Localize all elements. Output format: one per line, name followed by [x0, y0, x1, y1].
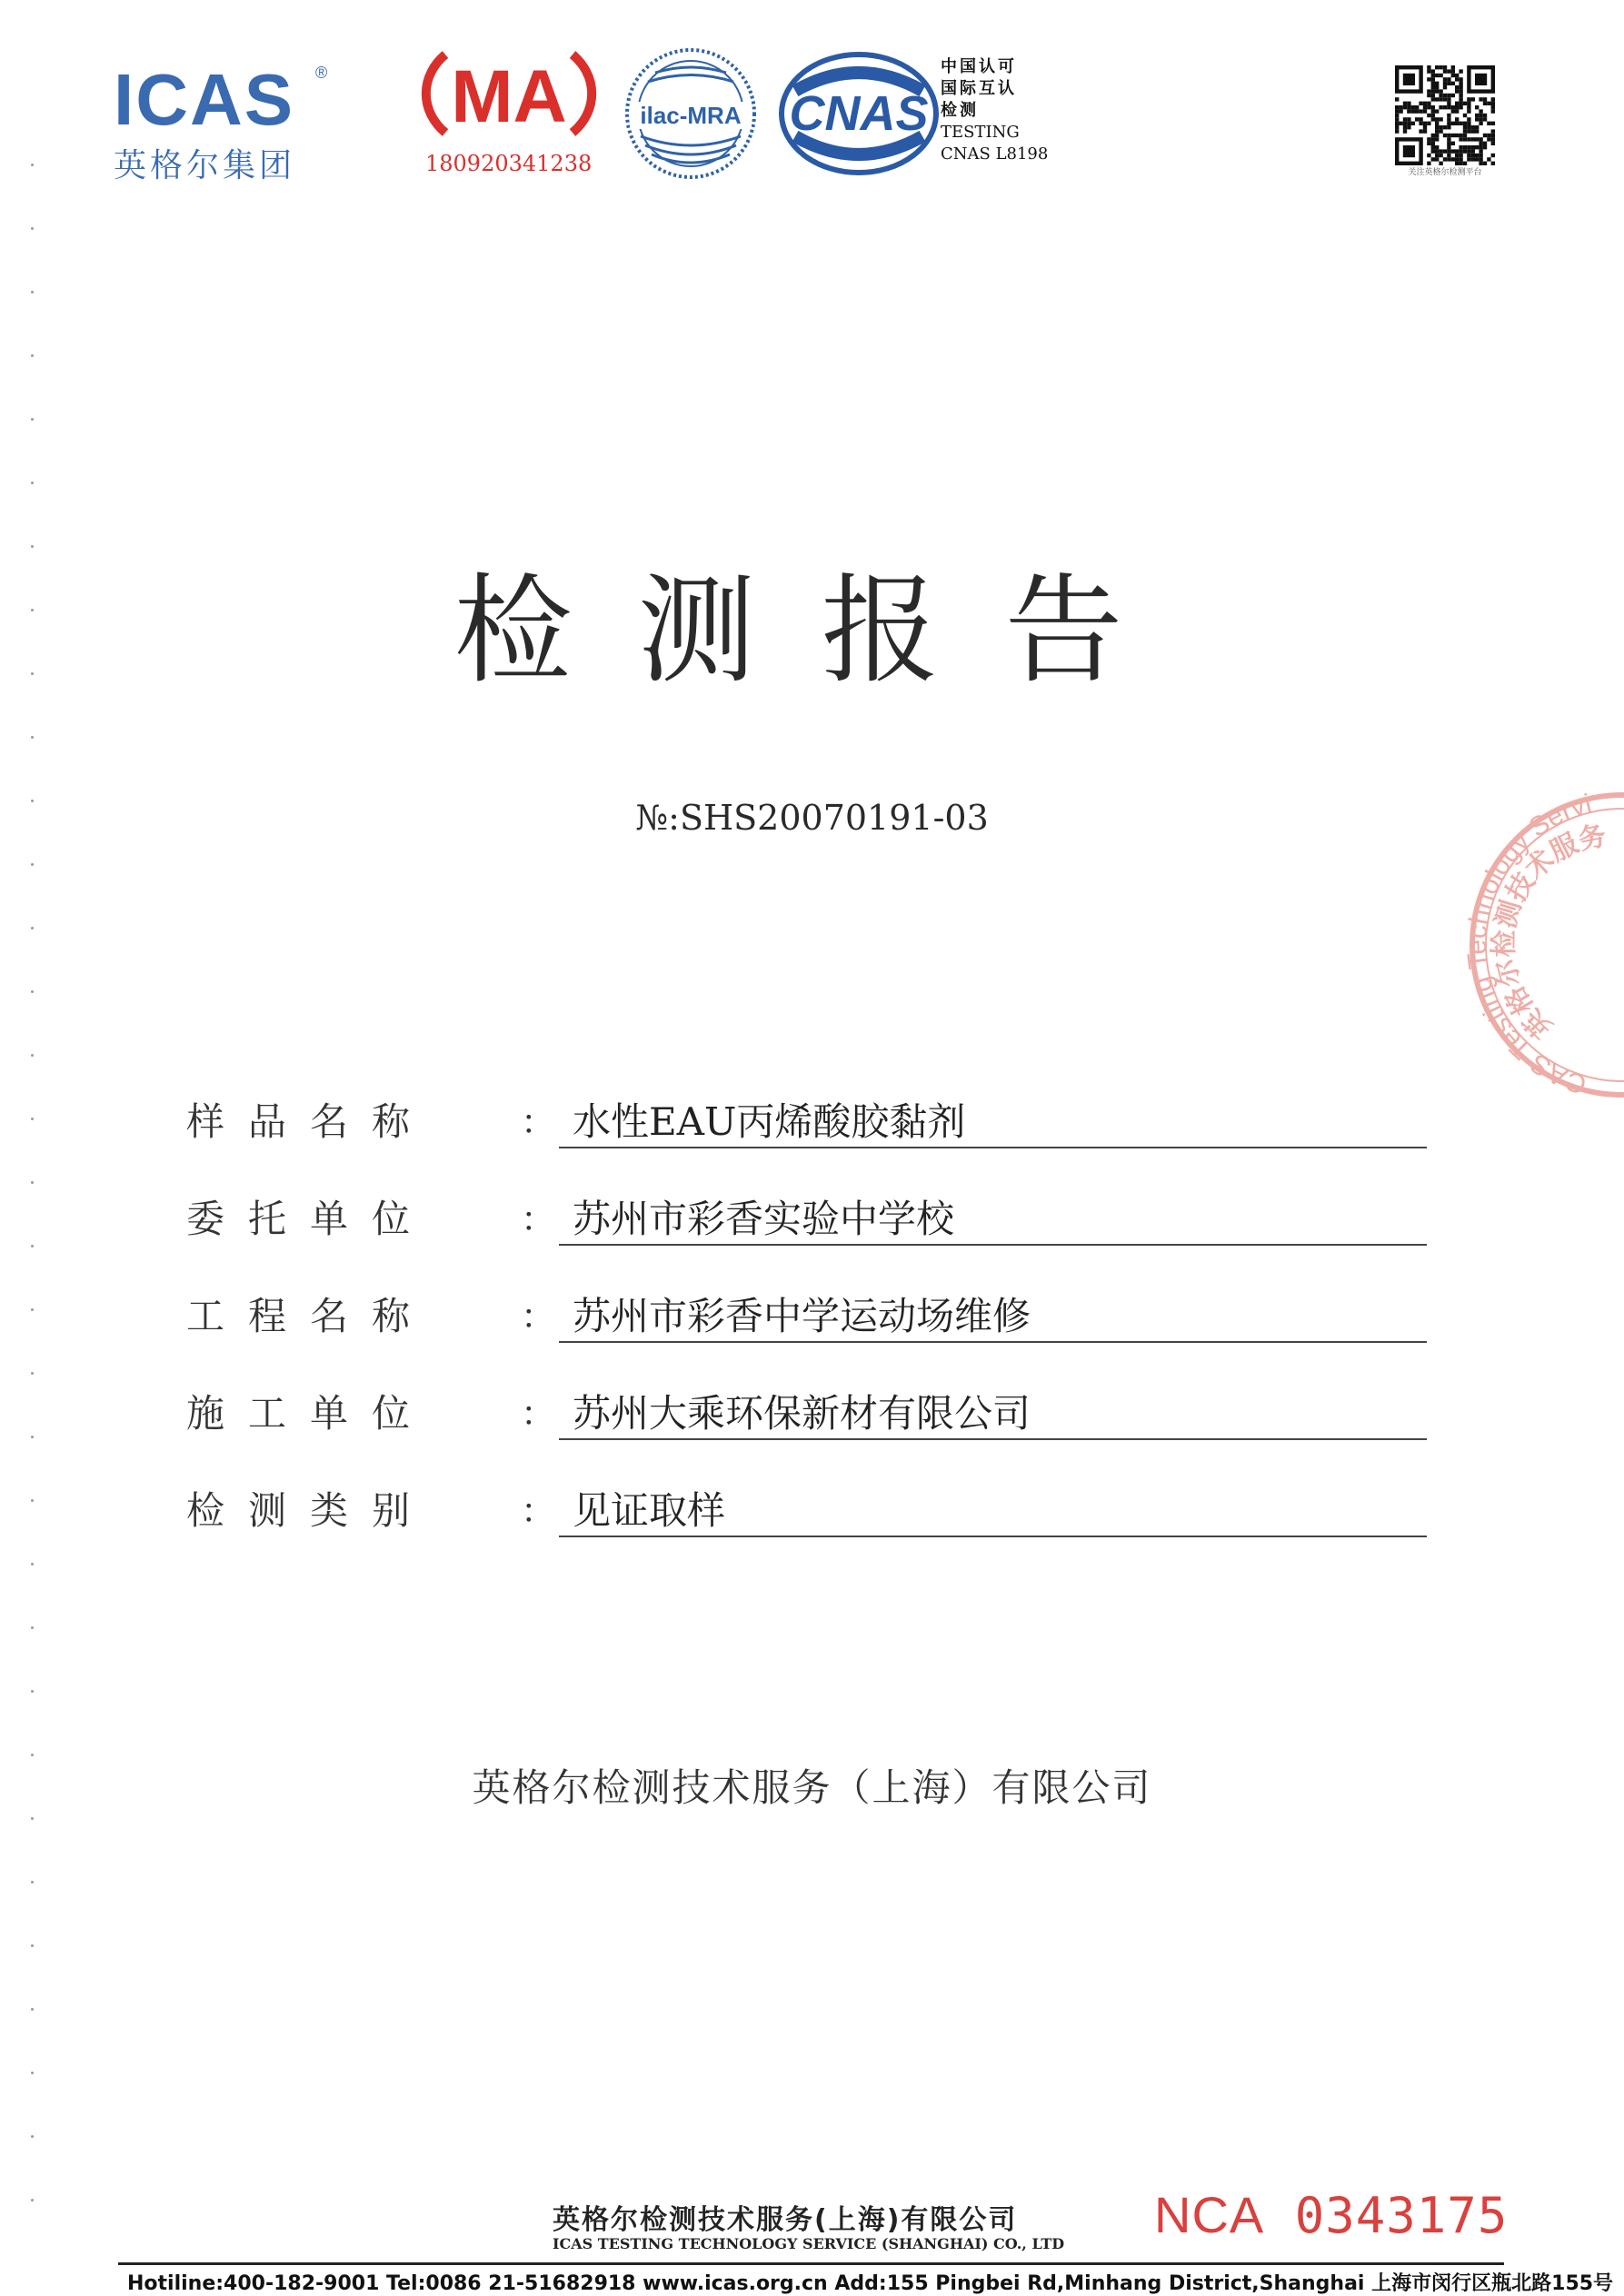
- info-label: 样品名称: [186, 1099, 434, 1144]
- scan-edge-dot: [31, 1754, 34, 1756]
- cnas-en-line1: TESTING: [941, 123, 1020, 142]
- info-row-test-category: [186, 1470, 1427, 1567]
- info-value: 水性EAU丙烯酸胶黏剂: [573, 1099, 966, 1144]
- cnas-emblem-icon: [777, 50, 941, 177]
- scan-edge-dot: [31, 2135, 34, 2138]
- scan-edge-dot: [31, 1308, 34, 1311]
- info-colon: ：: [521, 1491, 556, 1531]
- info-label: 委托单位: [186, 1197, 434, 1241]
- cnas-cn-line3: 检测: [941, 101, 979, 120]
- scan-edge-dot: [31, 736, 34, 739]
- underline: [559, 1438, 1427, 1440]
- qr-code-icon: [1395, 65, 1495, 165]
- cma-emblem-icon: [418, 44, 600, 148]
- ilac-globe-icon: [623, 45, 759, 182]
- scan-edge-dot: [31, 1563, 34, 1565]
- registered-mark: ®: [315, 64, 328, 82]
- info-row-project-name: [186, 1276, 1427, 1373]
- scan-edge-dot: [31, 1626, 34, 1629]
- scan-edge-dot: [31, 418, 34, 421]
- icas-chinese-name: 英格尔集团: [114, 147, 296, 184]
- cnas-cn-line1: 中国认可: [941, 57, 1017, 76]
- scan-edge-dot: [31, 927, 34, 929]
- icas-logo-text: ICAS: [114, 59, 295, 140]
- cma-number: 180920341238: [425, 151, 593, 176]
- info-colon: ：: [521, 1297, 556, 1337]
- svg-text:CAS Testing Technology Servi: [1463, 789, 1594, 1099]
- cnas-logo: [777, 50, 941, 177]
- nca-number: 0343175: [1294, 2187, 1509, 2244]
- nca-prefix: NCA: [1154, 2186, 1265, 2243]
- underline: [559, 1147, 1427, 1148]
- info-value: 苏州市彩香实验中学校: [573, 1197, 955, 1241]
- qr-caption: 关注英格尔检测平台: [1408, 168, 1482, 177]
- info-row-sample-name: [186, 1081, 1427, 1178]
- cnas-en-line2: CNAS L8198: [941, 144, 1049, 164]
- cma-logo-text: MA: [451, 55, 567, 138]
- seal-text-en: CAS Testing Technology Servi: [1463, 789, 1595, 1100]
- scan-edge-dot: [31, 164, 34, 166]
- footer-company-cn: 英格尔检测技术服务(上海)有限公司: [553, 2204, 1018, 2236]
- cnas-accreditation-text: [941, 56, 1077, 165]
- cma-logo: [418, 44, 600, 189]
- footer-company-en: ICAS TESTING TECHNOLOGY SERVICE (SHANGHAI) CO., LTD: [553, 2235, 1065, 2252]
- info-colon: ：: [521, 1199, 556, 1239]
- scan-edge-dot: [31, 1436, 34, 1438]
- info-label: 工程名称: [186, 1294, 434, 1338]
- info-label: 施工单位: [186, 1391, 434, 1436]
- scan-edge-dot: [31, 1372, 34, 1375]
- info-value: 苏州大乘环保新材有限公司: [573, 1391, 1031, 1436]
- scan-edge-dot: [31, 990, 34, 993]
- underline: [559, 1341, 1427, 1343]
- footer-divider: [118, 2262, 1504, 2265]
- scan-edge-dot: [31, 1245, 34, 1247]
- report-title: 检测报告: [453, 562, 1189, 700]
- info-value: 苏州市彩香中学运动场维修: [573, 1294, 1031, 1338]
- info-row-contractor: [186, 1373, 1427, 1470]
- scan-edge-dot: [31, 1690, 34, 1693]
- scan-edge-dot: [31, 291, 34, 293]
- scan-edge-dot: [31, 1817, 34, 1820]
- scan-edge-dot: [31, 2072, 34, 2074]
- scan-edge-dot: [31, 354, 34, 357]
- scan-edge-dot: [31, 2008, 34, 2011]
- scan-edge-dot: [31, 1118, 34, 1120]
- info-value: 见证取样: [573, 1488, 726, 1533]
- info-row-client: [186, 1178, 1427, 1276]
- scan-edge-dot: [31, 1181, 34, 1184]
- scan-edge-dot: [31, 2199, 34, 2202]
- scan-edge-dot: [31, 1054, 34, 1057]
- info-colon: ：: [521, 1394, 556, 1434]
- underline: [559, 1536, 1427, 1537]
- nca-serial-number: [1154, 2185, 1508, 2244]
- icas-logo: [114, 59, 341, 191]
- ilac-text: ilac-MRA: [640, 102, 742, 129]
- scan-edge-dot: [31, 1944, 34, 1947]
- scan-edge-dot: [31, 482, 34, 484]
- underline: [559, 1244, 1427, 1246]
- cnas-logo-text: CNAS: [789, 86, 929, 141]
- footer-contact-info: Hotiline:400-182-9001 Tel:0086 21-51682918 www.icas.org.cn Add:155 Pingbei Rd,Minhang District,Shanghai 上海市闵行区瓶北路155号: [127, 2272, 1614, 2295]
- cnas-cn-line2: 国际互认: [941, 79, 1017, 98]
- scan-edge-dot: [31, 863, 34, 866]
- scan-edge-dot: [31, 1499, 34, 1502]
- seal-text-cn: 英格尔检测技术服务: [1488, 820, 1609, 1045]
- scan-edge-dot: [31, 227, 34, 230]
- issuing-company-name: 英格尔检测技术服务（上海）有限公司: [472, 1765, 1152, 1810]
- scan-edge-dot: [31, 1881, 34, 1884]
- company-seal-stamp: [1463, 781, 1624, 1108]
- report-number: №:SHS20070191-03: [635, 798, 989, 838]
- info-colon: ：: [521, 1102, 556, 1142]
- info-label: 检测类别: [186, 1488, 434, 1533]
- ilac-mra-logo: [623, 45, 759, 182]
